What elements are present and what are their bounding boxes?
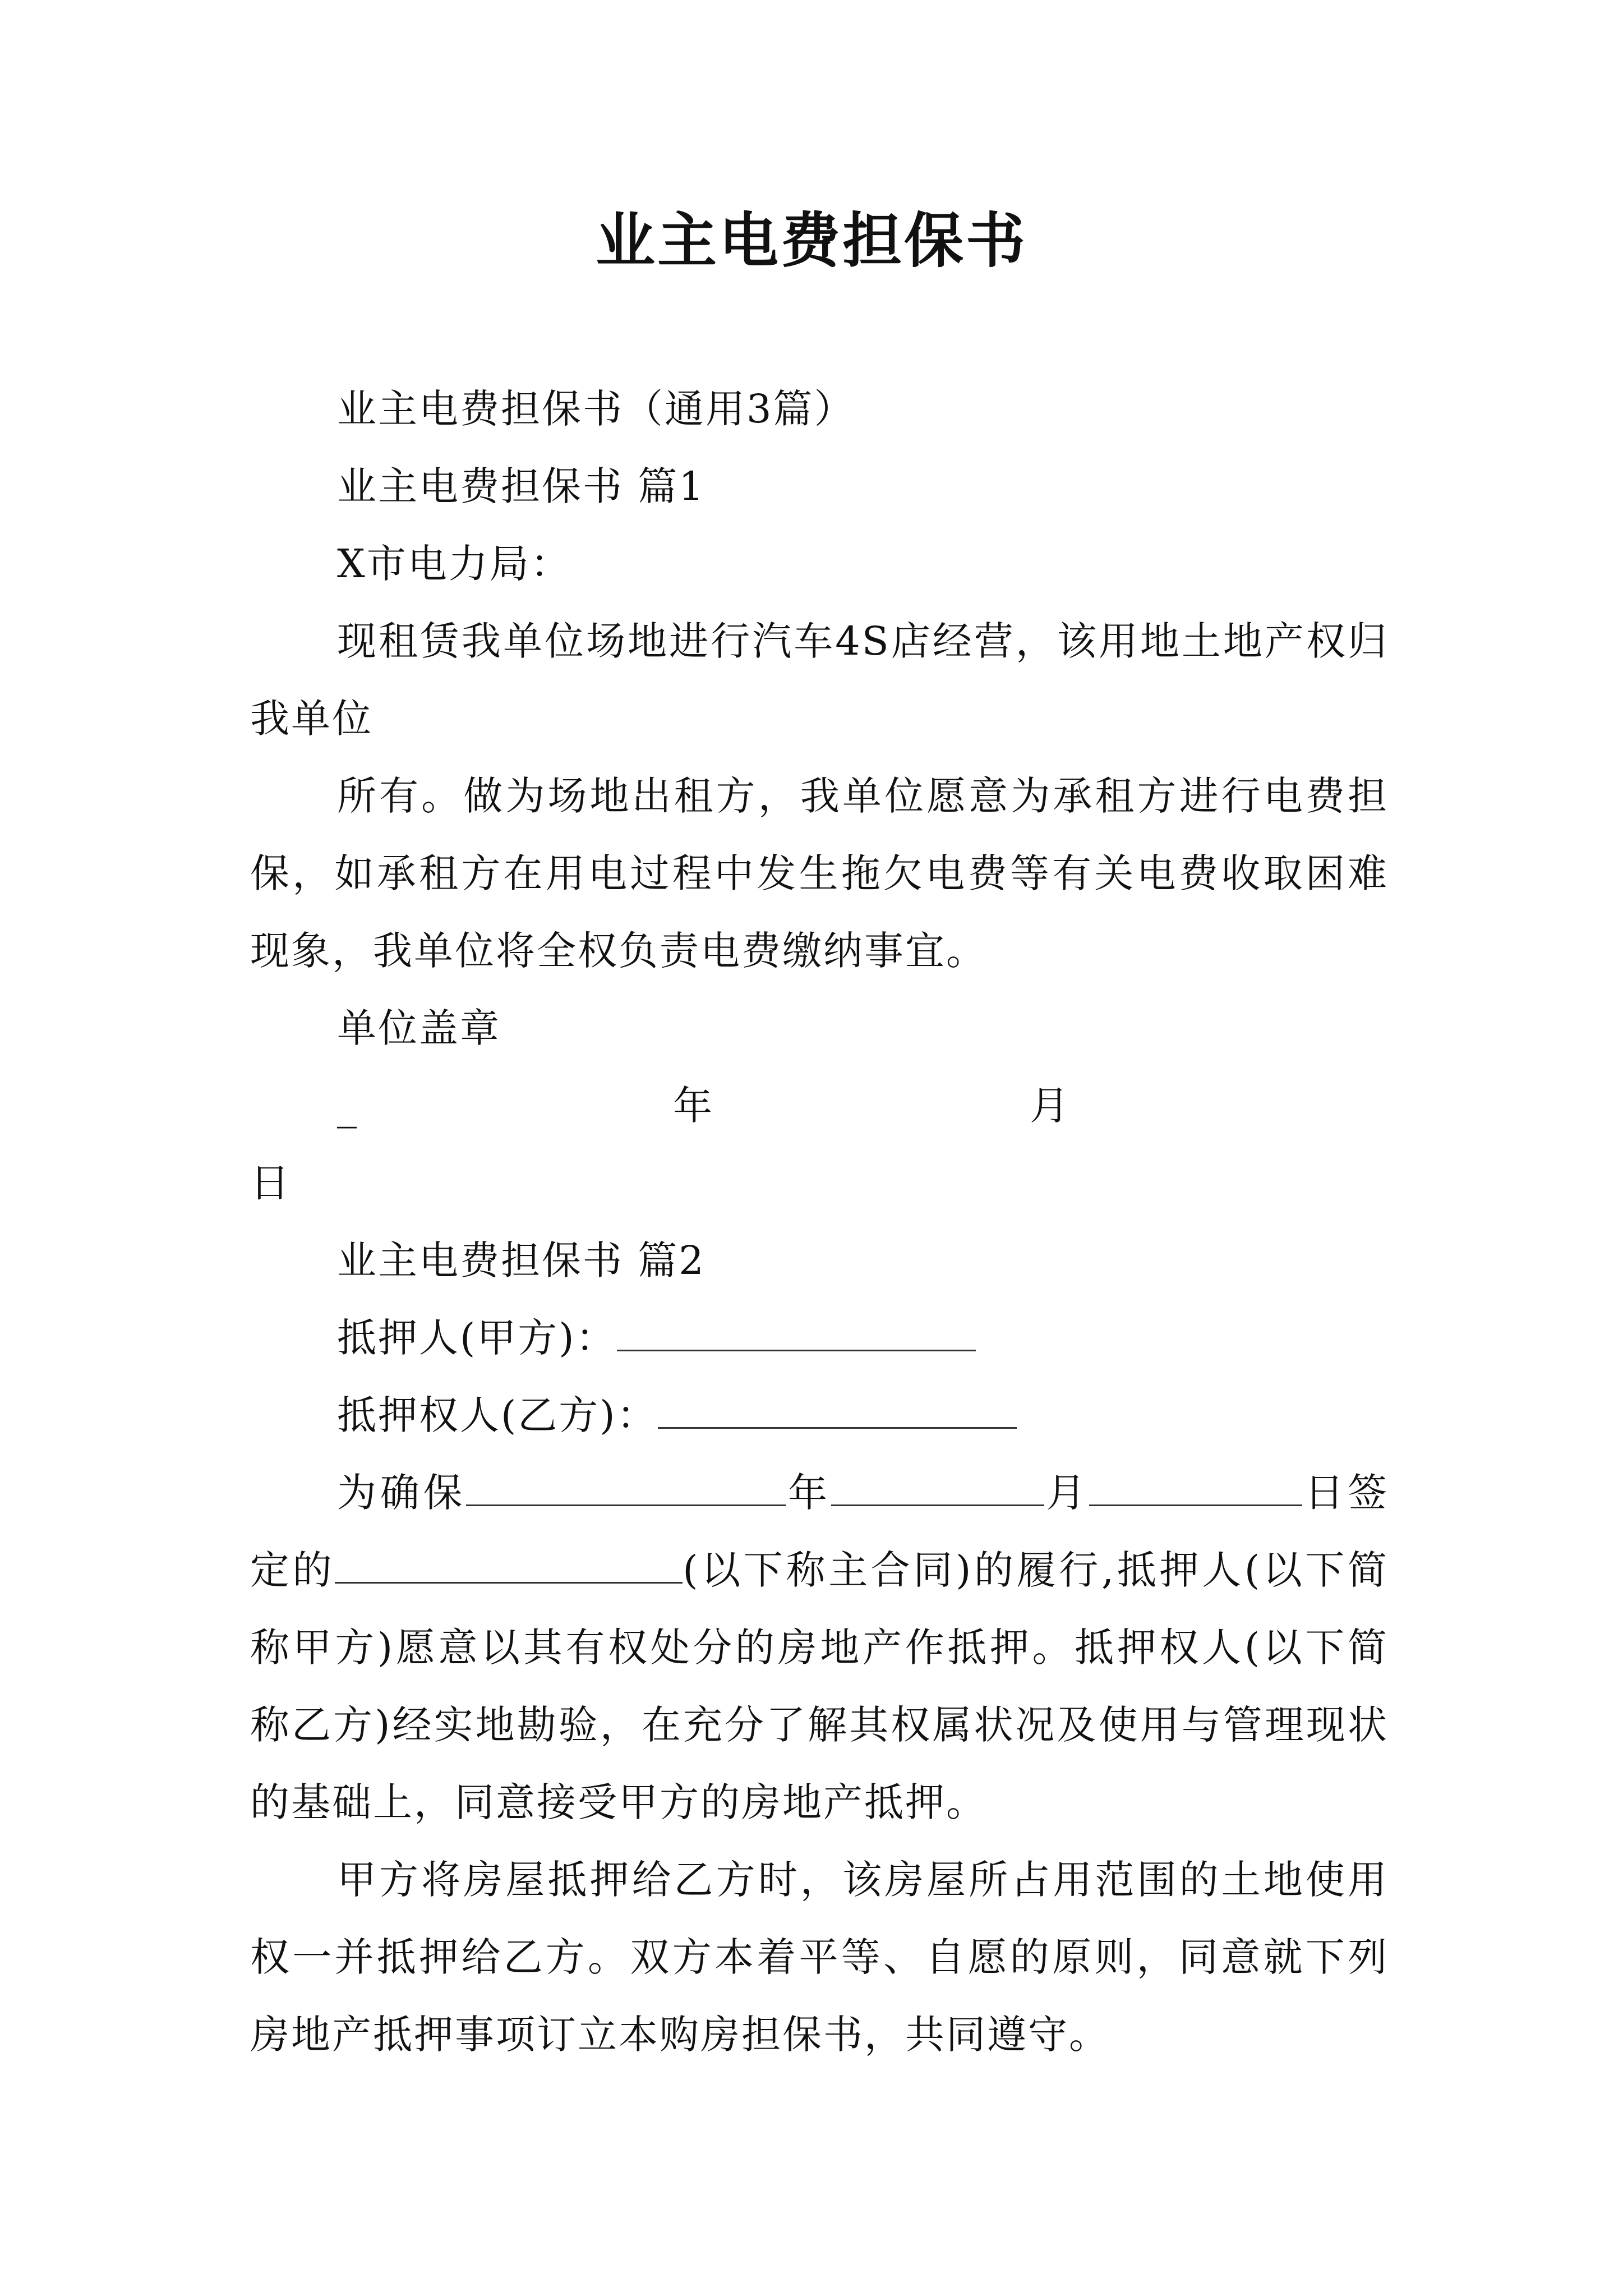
contract-month-blank[interactable] bbox=[831, 1471, 1044, 1506]
para1-day: 日 bbox=[1302, 1470, 1348, 1516]
part1-date-line bbox=[250, 1067, 1389, 1144]
part2-paragraph-2: 甲方将房屋抵押给乙方时，该房屋所占用范围的土地使用权一并抵押给乙方。双方本着平等、自愿的原则，同意就下列房地产抵押事项订立本购房担保书，共同遵守。 bbox=[250, 1857, 1389, 2058]
document-subtitle: 业主电费担保书（通用3篇） bbox=[337, 386, 855, 432]
document-title: 业主电费担保书 bbox=[596, 206, 1027, 275]
document-body bbox=[250, 370, 1389, 2073]
para1-signed: 签定的 bbox=[250, 1470, 1389, 1593]
part2-mortgagor-line bbox=[250, 1299, 1389, 1377]
part1-date-day: 日 bbox=[250, 1160, 291, 1206]
mortgagee-label: 抵押权人(乙方)： bbox=[337, 1392, 658, 1438]
part2-mortgagee-line bbox=[250, 1377, 1389, 1454]
contract-date-blank[interactable] bbox=[466, 1471, 786, 1506]
part1-heading: 业主电费担保书 篇1 bbox=[337, 463, 706, 509]
part1-paragraph-1: 现租赁我单位场地进行汽车4S店经营，该用地土地产权归我单位 bbox=[250, 618, 1389, 742]
part2-paragraph-1 bbox=[250, 1454, 1389, 1841]
para1-month: 月 bbox=[1044, 1470, 1090, 1516]
part1-date-year: 年 bbox=[673, 1083, 712, 1129]
part1-seal-line: 单位盖章 bbox=[337, 1005, 501, 1051]
contract-day-blank[interactable] bbox=[1089, 1471, 1302, 1506]
mortgagee-blank[interactable] bbox=[658, 1393, 1017, 1429]
part1-date-month: 月 bbox=[1030, 1083, 1069, 1129]
para1-lead: 为确保 bbox=[337, 1470, 467, 1516]
mortgagor-label: 抵押人(甲方)： bbox=[337, 1315, 617, 1361]
para1-rest: (以下称主合同)的履行,抵押人(以下简称甲方)愿意以其有权处分的房地产作抵押。抵押权人(以下简称乙方)经实地勘验，在充分了解其权属状况及使用与管理现状的基础上，同意接受甲方的房地产抵押。 bbox=[250, 1547, 1389, 1825]
part1-date-blank: _ bbox=[337, 1083, 357, 1129]
contract-name-blank[interactable] bbox=[335, 1548, 683, 1584]
part2-heading: 业主电费担保书 篇2 bbox=[337, 1237, 706, 1283]
mortgagor-blank[interactable] bbox=[617, 1316, 976, 1351]
para1-year: 年 bbox=[786, 1470, 831, 1516]
part1-paragraph-2: 所有。做为场地出租方，我单位愿意为承租方进行电费担保，如承租方在用电过程中发生拖欠电费等有关电费收取困难现象，我单位将全权负责电费缴纳事宜。 bbox=[250, 773, 1389, 974]
part1-addressee: X市电力局： bbox=[337, 541, 571, 587]
